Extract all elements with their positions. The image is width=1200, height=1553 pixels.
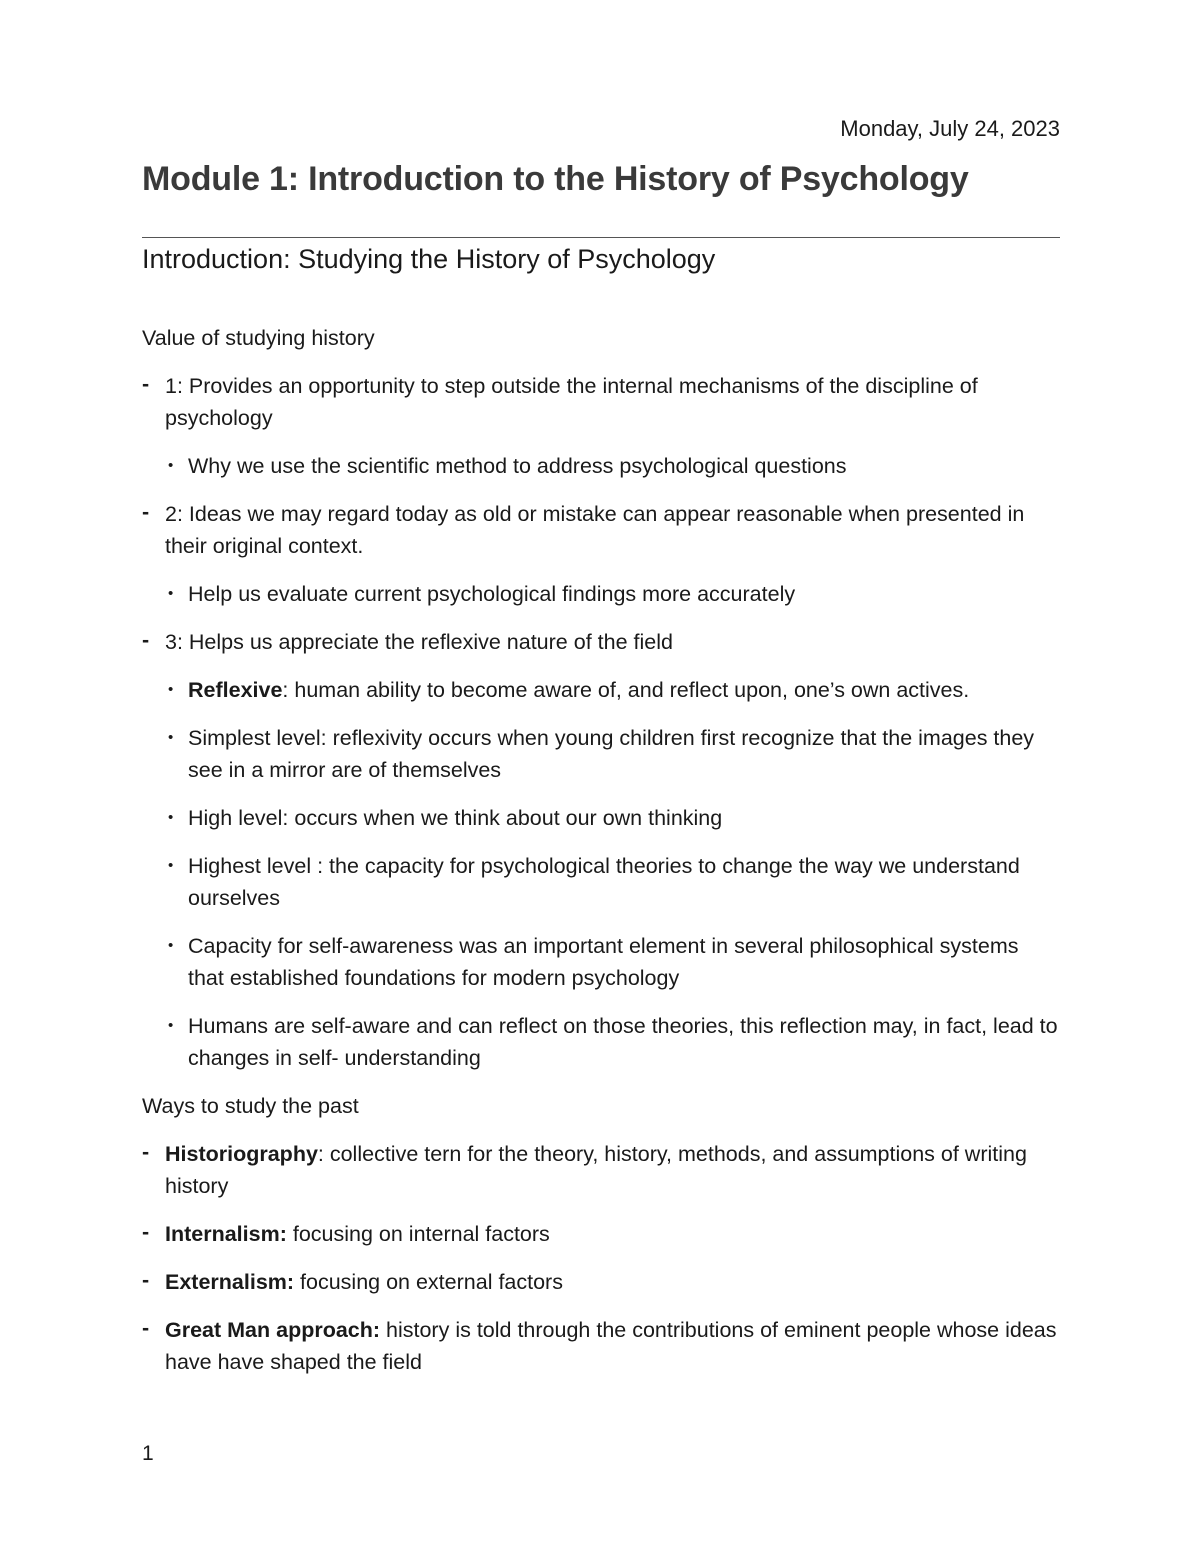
- term-historiography: Historiography: [165, 1142, 318, 1166]
- bullet-icon: •: [168, 937, 174, 954]
- dash-bullet-icon: -: [142, 1140, 150, 1164]
- bullet-icon: •: [168, 585, 174, 602]
- page-number: 1: [142, 1442, 154, 1465]
- list-item-great-man: [142, 1314, 1060, 1378]
- dash-bullet-icon: -: [142, 1268, 150, 1292]
- section-heading: Introduction: Studying the History of Psychology: [142, 244, 716, 274]
- dash-bullet-icon: -: [142, 1316, 150, 1340]
- sub-list-item-text: Capacity for self-awareness was an important element in several philosophical systems that established foundations for modern psychology: [188, 934, 1019, 990]
- term-definition: focusing on internal factors: [286, 1222, 550, 1246]
- sub-list-item-text: Help us evaluate current psychological findings more accurately: [188, 582, 796, 606]
- list-item-text: 1: Provides an opportunity to step outside the internal mechanisms of the discipline of psychology: [165, 374, 978, 430]
- document-date: Monday, July 24, 2023: [840, 116, 1060, 141]
- sub-list-item: [142, 802, 1060, 834]
- section-label-value: Value of studying history: [142, 326, 375, 350]
- term-definition: : human ability to become aware of, and reflect upon, one’s own actives.: [282, 678, 970, 702]
- list-item-point-3: [142, 626, 1060, 658]
- sub-list-item: [142, 930, 1060, 994]
- term-definition: focusing on external factors: [294, 1270, 563, 1294]
- dash-bullet-icon: -: [142, 500, 150, 524]
- sub-list-item: [142, 450, 1060, 482]
- sub-list-item-text: Simplest level: reflexivity occurs when young children first recognize that the images they see in a mirror are of themselves: [188, 726, 1035, 782]
- bullet-icon: •: [168, 809, 174, 826]
- sub-list-item-text: High level: occurs when we think about our own thinking: [188, 806, 723, 830]
- sub-list-item: [142, 578, 1060, 610]
- sub-list-item: [142, 722, 1060, 786]
- sub-list-item: [142, 1010, 1060, 1074]
- sub-list-item: [142, 850, 1060, 914]
- bullet-icon: •: [168, 681, 174, 698]
- list-item-text: 2: Ideas we may regard today as old or mistake can appear reasonable when presented in their original context.: [165, 502, 1025, 558]
- sub-list-item-text: Why we use the scientific method to address psychological questions: [188, 454, 847, 478]
- list-item-historiography: [142, 1138, 1060, 1202]
- dash-bullet-icon: -: [142, 372, 150, 396]
- list-item-point-1: [142, 370, 1060, 434]
- page-title: Module 1: Introduction to the History of Psychology: [142, 160, 969, 198]
- dash-bullet-icon: -: [142, 1220, 150, 1244]
- term-great-man-approach: Great Man approach:: [165, 1318, 381, 1342]
- title-divider: [142, 237, 1060, 238]
- sub-list-item: [142, 674, 1060, 706]
- term-definition: : collective tern for the theory, history, methods, and assumptions of writing history: [165, 1142, 1027, 1198]
- bullet-icon: •: [168, 857, 174, 874]
- bullet-icon: •: [168, 729, 174, 746]
- sub-list-item-text: Highest level : the capacity for psychological theories to change the way we understand ourselves: [188, 854, 1020, 910]
- list-item-internalism: [142, 1218, 1060, 1250]
- term-definition: history is told through the contributions of eminent people whose ideas have have shaped the field: [165, 1318, 1057, 1374]
- list-item-point-2: [142, 498, 1060, 562]
- term-externalism: Externalism:: [165, 1270, 295, 1294]
- section-label-ways: Ways to study the past: [142, 1094, 359, 1118]
- bullet-icon: •: [168, 1017, 174, 1034]
- list-item-externalism: [142, 1266, 1060, 1298]
- list-item-text: 3: Helps us appreciate the reflexive nature of the field: [165, 630, 673, 654]
- term-reflexive: Reflexive: [188, 678, 283, 702]
- sub-list-item-text: Humans are self-aware and can reflect on those theories, this reflection may, in fact, lead to changes in self- understanding: [188, 1014, 1058, 1070]
- term-internalism: Internalism:: [165, 1222, 287, 1246]
- bullet-icon: •: [168, 457, 174, 474]
- dash-bullet-icon: -: [142, 628, 150, 652]
- notes-body: [142, 322, 1060, 1394]
